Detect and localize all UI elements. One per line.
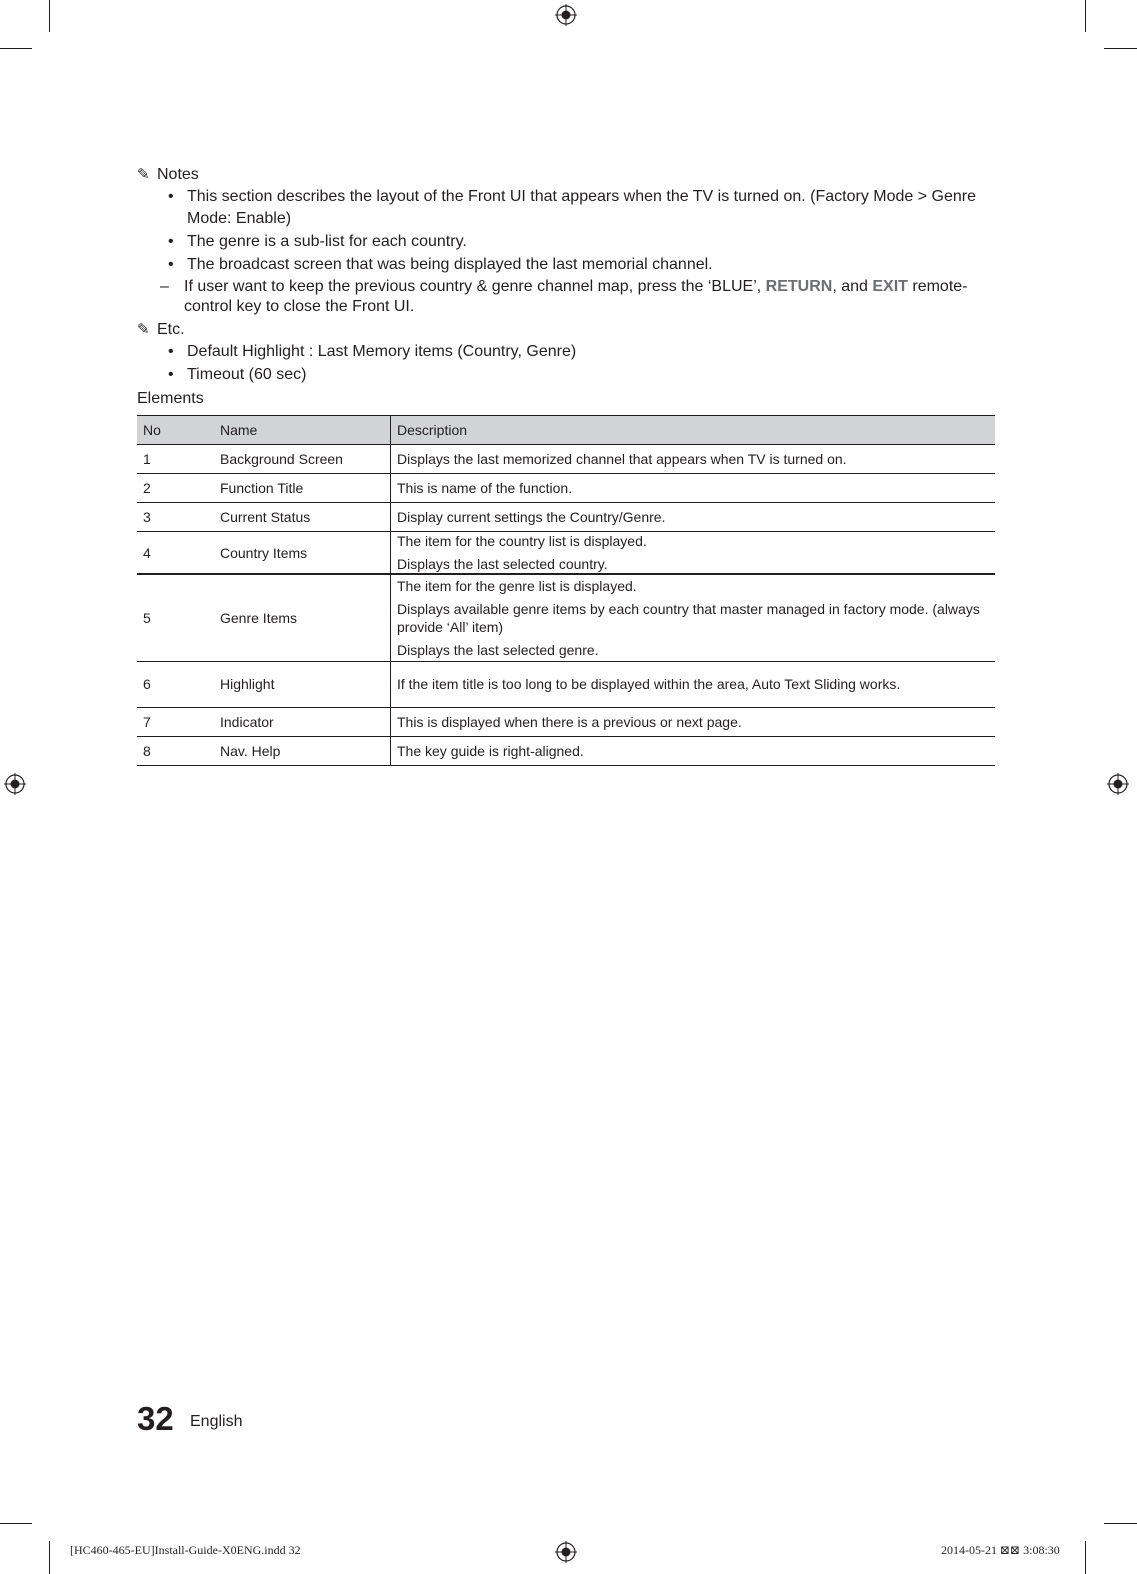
description-line: Displays the last selected genre. xyxy=(397,641,599,658)
cell-name: Current Status xyxy=(214,503,391,532)
note-text: The genre is a sub-list for each country. xyxy=(187,233,467,250)
cell-description xyxy=(391,707,996,736)
cell-description xyxy=(391,503,996,532)
etc-bullet xyxy=(137,341,995,363)
return-key-label: RETURN xyxy=(765,278,833,295)
bullet-icon: • xyxy=(168,188,174,205)
cell-name: Function Title xyxy=(214,474,391,503)
description-line: The item for the genre list is displayed. xyxy=(397,577,637,594)
cell-description xyxy=(391,445,996,474)
column-header-no: No xyxy=(137,416,214,445)
cell-no: 3 xyxy=(137,503,214,532)
note-bullet xyxy=(137,186,995,230)
description-line: If the item title is too long to be displayed within the area, Auto Text Sliding works. xyxy=(397,676,901,692)
description-line: Displays the last selected country. xyxy=(397,556,608,572)
page-content xyxy=(137,164,995,766)
pencil-note-icon: ✎ xyxy=(137,321,150,338)
cell-description xyxy=(391,474,996,503)
bullet-icon: • xyxy=(168,366,174,383)
table-row xyxy=(137,574,995,661)
cell-description xyxy=(391,574,996,661)
table-header-row xyxy=(137,416,995,445)
crop-mark xyxy=(1104,48,1137,49)
note-bullet xyxy=(137,231,995,253)
slug-timestamp xyxy=(941,1543,1060,1558)
bullet-icon: • xyxy=(168,343,174,360)
registration-mark-icon xyxy=(4,773,26,795)
note-text: , and xyxy=(832,278,873,295)
pencil-note-icon: ✎ xyxy=(137,166,150,183)
registration-mark-icon xyxy=(555,4,577,26)
etc-title: Etc. xyxy=(157,321,185,338)
page-language: English xyxy=(190,1413,243,1430)
description-line: The key guide is right-aligned. xyxy=(397,742,584,759)
slug-glyph: ⊠⊠ xyxy=(1000,1543,1021,1557)
cell-description xyxy=(391,532,996,575)
column-header-description: Description xyxy=(391,416,996,445)
etc-text: Timeout (60 sec) xyxy=(187,366,307,383)
exit-key-label: EXIT xyxy=(872,278,908,295)
crop-mark xyxy=(1085,0,1086,32)
cell-no: 7 xyxy=(137,707,214,736)
crop-mark xyxy=(49,0,50,32)
cell-name: Highlight xyxy=(214,661,391,707)
dash-icon: – xyxy=(160,278,169,295)
crop-mark xyxy=(1104,1523,1137,1524)
table-row xyxy=(137,707,995,736)
cell-no: 8 xyxy=(137,736,214,765)
table-row xyxy=(137,503,995,532)
etc-heading xyxy=(137,319,995,341)
slug-file: [HC460-465-EU]Install-Guide-X0ENG.indd 32 xyxy=(70,1543,301,1557)
notes-title: Notes xyxy=(157,166,199,183)
note-text: remote-control key to close the Front UI. xyxy=(184,278,968,315)
note-bullet xyxy=(137,254,995,276)
table-row xyxy=(137,532,995,575)
table-row xyxy=(137,661,995,707)
description-line: This is displayed when there is a previous or next page. xyxy=(397,713,742,730)
bullet-icon: • xyxy=(168,256,174,273)
cell-description xyxy=(391,736,996,765)
crop-mark xyxy=(0,48,32,49)
description-line: Displays the last memorized channel that appears when TV is turned on. xyxy=(397,451,847,467)
cell-description xyxy=(391,661,996,707)
etc-text: Default Highlight : Last Memory items (Country, Genre) xyxy=(187,343,577,360)
elements-table xyxy=(137,415,995,766)
notes-heading xyxy=(137,164,995,186)
cell-no: 1 xyxy=(137,445,214,474)
table-row xyxy=(137,445,995,474)
crop-mark xyxy=(1085,1541,1086,1574)
cell-name: Genre Items xyxy=(214,574,391,661)
crop-mark xyxy=(0,1523,32,1524)
page-number: 32 xyxy=(137,1400,174,1437)
description-line: The item for the country list is displayed. xyxy=(397,533,647,549)
cell-name: Background Screen xyxy=(214,445,391,474)
description-line: This is name of the function. xyxy=(397,480,573,496)
registration-mark-icon xyxy=(1107,773,1129,795)
slug-time: 3:08:30 xyxy=(1023,1543,1060,1557)
registration-mark-icon xyxy=(555,1541,577,1563)
cell-name: Country Items xyxy=(214,532,391,575)
column-header-name: Name xyxy=(214,416,391,445)
table-row xyxy=(137,736,995,765)
slug-date: 2014-05-21 xyxy=(941,1543,997,1557)
table-row xyxy=(137,474,995,503)
note-dash-item xyxy=(137,277,995,317)
elements-heading: Elements xyxy=(137,390,204,407)
cell-name: Nav. Help xyxy=(214,736,391,765)
cell-no: 2 xyxy=(137,474,214,503)
description-line: Displays available genre items by each country that master managed in factory mode. (always provide ‘All’ item) xyxy=(397,600,980,635)
description-line: Display current settings the Country/Genre. xyxy=(397,509,666,525)
cell-no: 4 xyxy=(137,532,214,575)
cell-no: 5 xyxy=(137,574,214,661)
note-text: The broadcast screen that was being displayed the last memorial channel. xyxy=(187,256,713,273)
cell-no: 6 xyxy=(137,661,214,707)
note-text: If user want to keep the previous country & genre channel map, press the ‘BLUE’, xyxy=(184,278,766,295)
note-text: This section describes the layout of the Front UI that appears when the TV is turned on. (Factory Mode > Genre Mode: Enable) xyxy=(187,188,976,227)
bullet-icon: • xyxy=(168,233,174,250)
etc-bullet xyxy=(137,364,995,386)
crop-mark xyxy=(49,1541,50,1574)
cell-name: Indicator xyxy=(214,707,391,736)
